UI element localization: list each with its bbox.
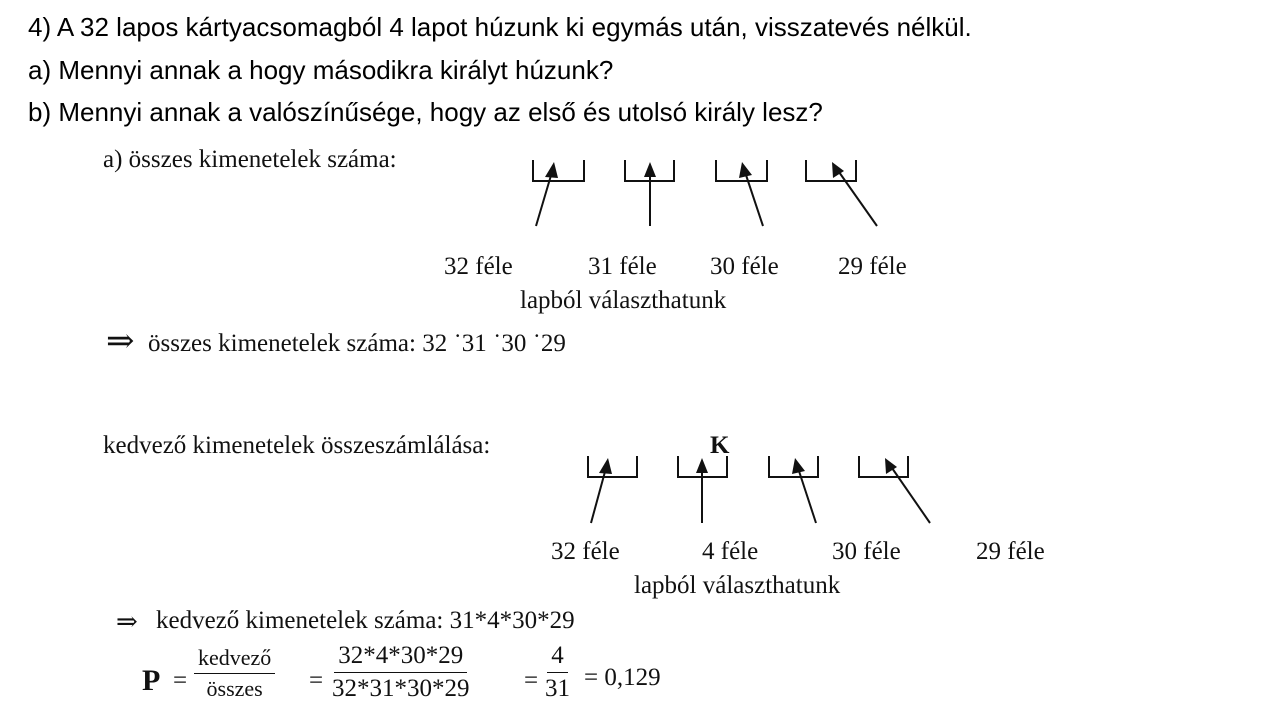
part1-label-2: 31 féle <box>588 253 657 280</box>
part1-title: a) összes kimenetelek száma: <box>103 146 397 173</box>
arrowhead-1 <box>545 162 558 178</box>
arrowhead-5 <box>599 458 612 474</box>
king-mark: K <box>710 432 730 459</box>
part2-title: kedvező kimenetelek összeszámlálása: <box>103 432 491 459</box>
fraction-3-numerator: 4 <box>547 642 568 673</box>
part1-label-4: 29 féle <box>838 253 907 280</box>
part2-result: kedvező kimenetelek száma: 31*4*30*29 <box>156 607 575 634</box>
fraction-2-numerator: 32*4*30*29 <box>334 642 467 673</box>
part2-label-2: 4 féle <box>702 538 759 565</box>
arrowhead-3 <box>739 162 752 178</box>
slot-1-bracket <box>533 160 584 181</box>
part2-label-3: 30 féle <box>832 538 901 565</box>
implies-arrow-1: ⇒ <box>106 323 135 360</box>
arrowhead-2 <box>644 162 656 177</box>
fraction-1-numerator: kedvező <box>194 645 275 674</box>
part1-label-1: 32 féle <box>444 253 513 280</box>
equals-sign-3: = <box>524 667 539 694</box>
arrowhead-6 <box>696 458 708 473</box>
probability-result: = 0,129 <box>584 664 661 691</box>
part1-result: összes kimenetelek száma: 32 ˙31 ˙30 ˙29 <box>148 330 566 357</box>
part2-caption: lapból választhatunk <box>634 572 841 599</box>
question-line-b: b) Mennyi annak a valószínűsége, hogy az első és utolsó király lesz? <box>28 97 823 127</box>
slot-4-bracket <box>806 160 856 181</box>
part2-label-4: 29 féle <box>976 538 1045 565</box>
equals-sign-2: = <box>309 667 324 694</box>
arrowhead-7 <box>792 458 805 474</box>
fraction-simplified <box>545 642 570 703</box>
slot-8-bracket <box>859 456 908 477</box>
fraction-3-denominator: 31 <box>545 675 570 702</box>
fraction-1-denominator: összes <box>206 676 263 701</box>
question-line-1: 4) A 32 lapos kártyacsomagból 4 lapot húzunk ki egymás után, visszatevés nélkül. <box>28 12 972 42</box>
probability-symbol: P <box>142 664 161 697</box>
question-line-a: a) Mennyi annak a hogy másodikra királyt húzunk? <box>28 55 614 85</box>
equals-sign-1: = <box>173 667 188 694</box>
part1-caption: lapból választhatunk <box>520 287 727 314</box>
fraction-kedvezo-osszes <box>194 645 275 702</box>
part2-label-1: 32 féle <box>551 538 620 565</box>
fraction-2-denominator: 32*31*30*29 <box>332 675 470 702</box>
fraction-numeric <box>332 642 470 703</box>
arrow-4 <box>839 172 877 226</box>
part1-label-3: 30 féle <box>710 253 779 280</box>
arrow-8 <box>892 468 930 523</box>
slot-5-bracket <box>588 456 637 477</box>
implies-arrow-2: ⇒ <box>116 607 138 636</box>
